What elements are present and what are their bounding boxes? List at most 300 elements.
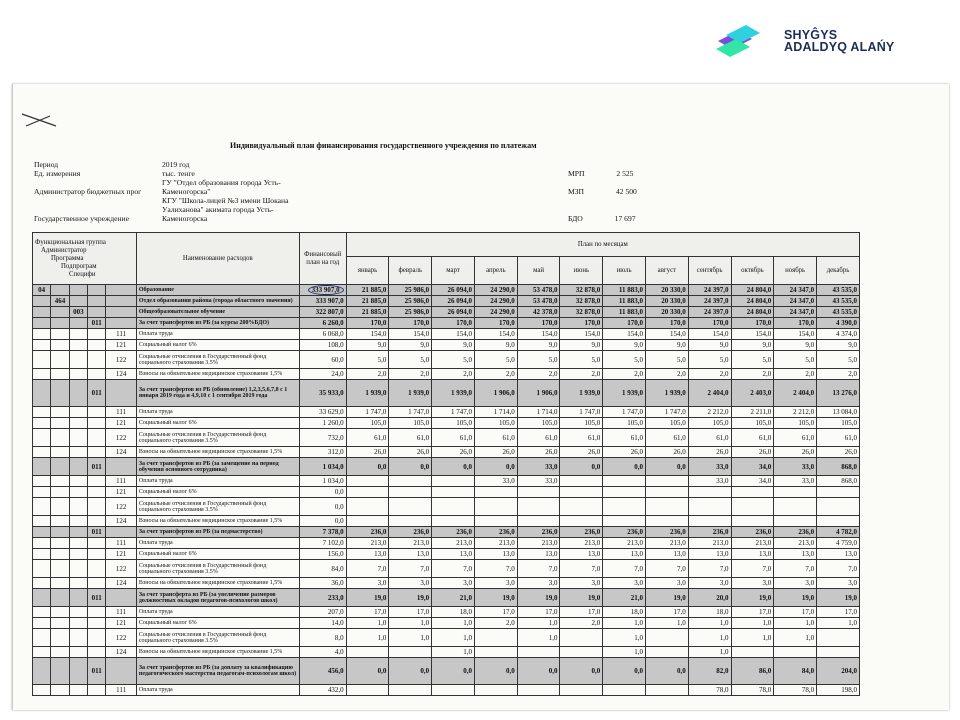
code-admin-cell xyxy=(51,487,69,498)
month-value-cell: 1,0 xyxy=(346,618,389,629)
annual-total-cell: 233,0 xyxy=(299,589,346,607)
month-value-cell: 1,0 xyxy=(389,629,432,647)
month-value-cell xyxy=(560,487,603,498)
table-row xyxy=(33,487,860,498)
month-value-cell: 5,0 xyxy=(474,351,517,369)
month-value-cell: 7,0 xyxy=(817,560,860,578)
month-value-cell: 24 804,0 xyxy=(731,296,774,307)
code-subprogram-cell xyxy=(87,487,105,498)
code-func-group-cell xyxy=(33,340,51,351)
code-program-cell xyxy=(69,447,87,458)
month-value-cell: 9,0 xyxy=(389,340,432,351)
month-value-cell: 19,0 xyxy=(389,589,432,607)
month-value-cell: 34,0 xyxy=(731,476,774,487)
header-expense-name: Наименование расходов xyxy=(136,233,299,285)
expense-name-cell: Социальные отчисления в Государственный фонд социального страхования 3.5% xyxy=(136,560,299,578)
code-program-cell: 003 xyxy=(69,307,87,318)
meta-value: 2019 год xyxy=(162,160,190,169)
month-value-cell xyxy=(688,498,731,516)
month-value-cell: 1,0 xyxy=(646,618,689,629)
month-value-cell: 19,0 xyxy=(731,589,774,607)
month-value-cell: 1 939,0 xyxy=(560,380,603,407)
code-func-group-cell xyxy=(33,498,51,516)
code-func-group-cell xyxy=(33,560,51,578)
annual-total-cell: 6 260,0 xyxy=(299,318,346,329)
month-value-cell: 53 478,0 xyxy=(517,296,560,307)
month-value-cell xyxy=(560,476,603,487)
month-value-cell: 1 747,0 xyxy=(603,407,646,418)
code-subprogram-cell xyxy=(87,685,105,696)
table-row xyxy=(33,296,860,307)
month-value-cell: 170,0 xyxy=(646,318,689,329)
month-value-cell: 24 804,0 xyxy=(731,307,774,318)
code-specific-cell: 122 xyxy=(106,560,137,578)
code-subprogram-cell: 011 xyxy=(87,380,105,407)
brand-logo xyxy=(712,16,920,66)
month-value-cell: 2,0 xyxy=(688,369,731,380)
month-value-cell: 5,0 xyxy=(731,351,774,369)
month-value-cell: 1,0 xyxy=(688,629,731,647)
code-admin-cell xyxy=(51,285,69,296)
expense-name-cell: Оплата труда xyxy=(136,607,299,618)
month-value-cell: 19,0 xyxy=(646,589,689,607)
month-value-cell: 13,0 xyxy=(560,549,603,560)
code-program-cell xyxy=(69,351,87,369)
logo-text xyxy=(784,29,894,53)
month-value-cell: 5,0 xyxy=(517,351,560,369)
month-value-cell: 236,0 xyxy=(474,527,517,538)
month-value-cell xyxy=(646,685,689,696)
code-admin-cell xyxy=(51,429,69,447)
table-row xyxy=(33,351,860,369)
month-value-cell: 13,0 xyxy=(817,549,860,560)
code-program-cell xyxy=(69,589,87,607)
month-value-cell: 13,0 xyxy=(432,549,475,560)
code-func-group-cell xyxy=(33,578,51,589)
annual-total-cell: 6 068,0 xyxy=(299,329,346,340)
header-month: август xyxy=(646,257,689,285)
month-value-cell: 1,0 xyxy=(517,618,560,629)
month-value-cell: 61,0 xyxy=(560,429,603,447)
table-row xyxy=(33,618,860,629)
month-value-cell xyxy=(474,629,517,647)
table-row xyxy=(33,607,860,618)
code-subprogram-cell xyxy=(87,307,105,318)
month-value-cell: 33,0 xyxy=(774,476,817,487)
month-value-cell: 213,0 xyxy=(389,538,432,549)
table-row xyxy=(33,447,860,458)
month-value-cell: 9,0 xyxy=(603,340,646,351)
month-value-cell: 17,0 xyxy=(646,607,689,618)
meta-value: Каменогорска" xyxy=(162,187,211,196)
month-value-cell: 7,0 xyxy=(346,560,389,578)
code-program-cell xyxy=(69,629,87,647)
expense-name-cell: Взносы на обязательное медицинское страхование 1,5% xyxy=(136,516,299,527)
month-value-cell: 20 330,0 xyxy=(646,307,689,318)
month-value-cell: 3,0 xyxy=(346,578,389,589)
meta-right-value: 42 500 xyxy=(615,187,637,196)
expense-name-cell: Взносы на обязательное медицинское страхование 1,5% xyxy=(136,369,299,380)
expense-name-cell: За счет трансфертов из РБ (обновление) 1,2,3,5,6,7,8 с 1 января 2019 года и 4,9,10 с 1 сентября 2019 года xyxy=(136,380,299,407)
month-value-cell xyxy=(646,498,689,516)
meta-right-label: МРП xyxy=(568,169,585,178)
code-program-cell xyxy=(69,607,87,618)
code-admin-cell xyxy=(51,307,69,318)
month-value-cell: 25 986,0 xyxy=(389,307,432,318)
code-program-cell xyxy=(69,380,87,407)
annual-total-cell: 312,0 xyxy=(299,447,346,458)
month-value-cell: 20,0 xyxy=(688,589,731,607)
code-func-group-cell xyxy=(33,407,51,418)
month-value-cell: 198,0 xyxy=(817,685,860,696)
expense-name-cell: Оплата труда xyxy=(136,476,299,487)
month-value-cell xyxy=(432,685,475,696)
code-admin-cell xyxy=(51,369,69,380)
month-value-cell: 2,0 xyxy=(560,369,603,380)
month-value-cell: 24 290,0 xyxy=(474,307,517,318)
month-value-cell: 1 747,0 xyxy=(389,407,432,418)
annual-total-cell: 333 907,0 xyxy=(299,296,346,307)
month-value-cell: 61,0 xyxy=(346,429,389,447)
table-header-row xyxy=(33,233,860,257)
month-value-cell: 4 374,0 xyxy=(817,329,860,340)
month-value-cell: 0,0 xyxy=(432,458,475,476)
month-value-cell xyxy=(646,516,689,527)
month-value-cell: 17,0 xyxy=(346,607,389,618)
month-value-cell: 105,0 xyxy=(517,418,560,429)
code-program-cell xyxy=(69,658,87,685)
month-value-cell: 204,0 xyxy=(817,658,860,685)
month-value-cell: 9,0 xyxy=(731,340,774,351)
annual-total-cell: 60,0 xyxy=(299,351,346,369)
month-value-cell: 1,0 xyxy=(389,618,432,629)
month-value-cell: 154,0 xyxy=(646,329,689,340)
month-value-cell: 5,0 xyxy=(346,351,389,369)
expense-name-cell: Взносы на обязательное медицинское страхование 1,5% xyxy=(136,578,299,589)
month-value-cell xyxy=(817,498,860,516)
month-value-cell: 105,0 xyxy=(817,418,860,429)
code-admin-cell xyxy=(51,418,69,429)
code-specific-cell: 111 xyxy=(106,607,137,618)
header-subprogram: Подпрограм xyxy=(61,262,97,270)
month-value-cell: 43 535,0 xyxy=(817,296,860,307)
month-value-cell: 154,0 xyxy=(432,329,475,340)
month-value-cell: 170,0 xyxy=(517,318,560,329)
meta-left-labels xyxy=(34,160,141,223)
code-program-cell xyxy=(69,476,87,487)
month-value-cell: 154,0 xyxy=(517,329,560,340)
month-value-cell: 2,0 xyxy=(474,369,517,380)
month-value-cell: 26,0 xyxy=(560,447,603,458)
code-specific-cell: 121 xyxy=(106,340,137,351)
month-value-cell: 1 747,0 xyxy=(346,407,389,418)
month-value-cell: 61,0 xyxy=(474,429,517,447)
annual-total-cell xyxy=(299,285,346,296)
expense-name-cell: Взносы на обязательное медицинское страхование 1,5% xyxy=(136,647,299,658)
month-value-cell: 1 747,0 xyxy=(560,407,603,418)
code-func-group-cell xyxy=(33,527,51,538)
meta-mzp xyxy=(568,187,637,196)
month-value-cell: 154,0 xyxy=(731,329,774,340)
month-value-cell: 3,0 xyxy=(560,578,603,589)
month-value-cell: 19,0 xyxy=(474,589,517,607)
code-specific-cell xyxy=(106,285,137,296)
month-value-cell: 1,0 xyxy=(517,629,560,647)
month-value-cell: 3,0 xyxy=(517,578,560,589)
month-value-cell: 17,0 xyxy=(731,607,774,618)
month-value-cell: 3,0 xyxy=(603,578,646,589)
code-specific-cell: 121 xyxy=(106,418,137,429)
month-value-cell: 170,0 xyxy=(432,318,475,329)
code-admin-cell: 464 xyxy=(51,296,69,307)
annual-total-cell: 0,0 xyxy=(299,516,346,527)
month-value-cell: 13 084,0 xyxy=(817,407,860,418)
code-admin-cell xyxy=(51,560,69,578)
code-specific-cell xyxy=(106,318,137,329)
code-subprogram-cell xyxy=(87,560,105,578)
month-value-cell: 17,0 xyxy=(774,607,817,618)
meta-value: Уалиханова" акимата города Усть- xyxy=(162,205,274,214)
month-value-cell: 61,0 xyxy=(646,429,689,447)
month-value-cell: 26,0 xyxy=(646,447,689,458)
month-value-cell: 9,0 xyxy=(817,340,860,351)
month-value-cell: 170,0 xyxy=(603,318,646,329)
month-value-cell: 24 397,0 xyxy=(688,296,731,307)
month-value-cell: 9,0 xyxy=(346,340,389,351)
meta-label: Государственное учреждение xyxy=(34,214,129,223)
month-value-cell: 5,0 xyxy=(560,351,603,369)
month-value-cell: 2 212,0 xyxy=(774,407,817,418)
month-value-cell: 1,0 xyxy=(688,618,731,629)
month-value-cell: 33,0 xyxy=(517,476,560,487)
code-subprogram-cell xyxy=(87,447,105,458)
month-value-cell: 21,0 xyxy=(603,589,646,607)
month-value-cell xyxy=(389,516,432,527)
code-subprogram-cell xyxy=(87,296,105,307)
month-value-cell: 24 347,0 xyxy=(774,307,817,318)
month-value-cell xyxy=(603,498,646,516)
code-program-cell xyxy=(69,487,87,498)
month-value-cell: 1 906,0 xyxy=(517,380,560,407)
month-value-cell: 5,0 xyxy=(603,351,646,369)
annual-total-cell: 207,0 xyxy=(299,607,346,618)
month-value-cell: 42 378,0 xyxy=(517,307,560,318)
month-value-cell: 13,0 xyxy=(688,549,731,560)
month-value-cell: 1 747,0 xyxy=(432,407,475,418)
month-value-cell: 213,0 xyxy=(688,538,731,549)
expense-name-cell: Отдел образования района (города областного значения) xyxy=(136,296,299,307)
month-value-cell xyxy=(389,647,432,658)
month-value-cell: 33,0 xyxy=(474,476,517,487)
month-value-cell xyxy=(474,498,517,516)
month-value-cell xyxy=(389,476,432,487)
month-value-cell: 61,0 xyxy=(817,429,860,447)
month-value-cell: 9,0 xyxy=(474,340,517,351)
month-value-cell xyxy=(774,516,817,527)
annual-total-cell: 36,0 xyxy=(299,578,346,589)
month-value-cell: 7,0 xyxy=(474,560,517,578)
code-subprogram-cell xyxy=(87,549,105,560)
month-value-cell: 32 878,0 xyxy=(560,307,603,318)
table-row xyxy=(33,407,860,418)
month-value-cell xyxy=(603,685,646,696)
month-value-cell: 26,0 xyxy=(474,447,517,458)
code-admin-cell xyxy=(51,538,69,549)
month-value-cell xyxy=(560,629,603,647)
expense-name-cell: Социальные отчисления в Государственный фонд социального страхования 3.5% xyxy=(136,629,299,647)
meta-bdo xyxy=(568,214,636,223)
month-value-cell: 236,0 xyxy=(389,527,432,538)
month-value-cell: 2 211,0 xyxy=(731,407,774,418)
month-value-cell: 11 883,0 xyxy=(603,285,646,296)
month-value-cell xyxy=(603,487,646,498)
table-row xyxy=(33,629,860,647)
month-value-cell: 236,0 xyxy=(432,527,475,538)
code-program-cell xyxy=(69,618,87,629)
annual-total-cell: 156,0 xyxy=(299,549,346,560)
code-admin-cell xyxy=(51,607,69,618)
header-month: июль xyxy=(603,257,646,285)
code-admin-cell xyxy=(51,578,69,589)
code-specific-cell: 111 xyxy=(106,685,137,696)
month-value-cell: 13,0 xyxy=(731,549,774,560)
month-value-cell: 34,0 xyxy=(731,458,774,476)
annual-total-cell: 84,0 xyxy=(299,560,346,578)
code-specific-cell: 124 xyxy=(106,578,137,589)
month-value-cell: 1,0 xyxy=(688,647,731,658)
annual-total-cell: 732,0 xyxy=(299,429,346,447)
month-value-cell: 18,0 xyxy=(432,607,475,618)
month-value-cell xyxy=(688,516,731,527)
month-value-cell xyxy=(517,498,560,516)
month-value-cell xyxy=(346,476,389,487)
code-admin-cell xyxy=(51,407,69,418)
month-value-cell: 26 094,0 xyxy=(432,307,475,318)
month-value-cell: 2,0 xyxy=(560,618,603,629)
code-func-group-cell xyxy=(33,618,51,629)
month-value-cell xyxy=(517,516,560,527)
code-program-cell xyxy=(69,647,87,658)
header-month: ноябрь xyxy=(774,257,817,285)
table-row xyxy=(33,549,860,560)
month-value-cell: 1,0 xyxy=(774,629,817,647)
month-value-cell: 24 397,0 xyxy=(688,307,731,318)
month-value-cell: 1 906,0 xyxy=(474,380,517,407)
month-value-cell: 1,0 xyxy=(603,629,646,647)
code-admin-cell xyxy=(51,618,69,629)
expense-name-cell: Образование xyxy=(136,285,299,296)
annual-total-cell: 7 378,0 xyxy=(299,527,346,538)
month-value-cell: 213,0 xyxy=(517,538,560,549)
month-value-cell: 26,0 xyxy=(774,447,817,458)
expense-name-cell: За счет трансфертов из РБ (за педмастерство) xyxy=(136,527,299,538)
month-value-cell xyxy=(731,516,774,527)
code-func-group-cell xyxy=(33,538,51,549)
code-specific-cell: 122 xyxy=(106,629,137,647)
table-row xyxy=(33,578,860,589)
month-value-cell: 26,0 xyxy=(603,447,646,458)
month-value-cell: 236,0 xyxy=(560,527,603,538)
month-value-cell xyxy=(817,629,860,647)
month-value-cell: 26,0 xyxy=(688,447,731,458)
meta-value: КГУ "Школа-лицей №3 имени Шокана xyxy=(162,196,289,205)
code-subprogram-cell xyxy=(87,429,105,447)
month-value-cell: 2 404,0 xyxy=(688,380,731,407)
code-subprogram-cell: 011 xyxy=(87,527,105,538)
table-row xyxy=(33,476,860,487)
code-func-group-cell xyxy=(33,607,51,618)
table-row xyxy=(33,538,860,549)
code-program-cell xyxy=(69,407,87,418)
code-specific-cell xyxy=(106,658,137,685)
month-value-cell xyxy=(389,498,432,516)
month-value-cell: 3,0 xyxy=(474,578,517,589)
month-value-cell: 9,0 xyxy=(517,340,560,351)
month-value-cell: 24 397,0 xyxy=(688,285,731,296)
month-value-cell xyxy=(774,647,817,658)
month-value-cell: 154,0 xyxy=(774,329,817,340)
month-value-cell: 213,0 xyxy=(346,538,389,549)
month-value-cell: 9,0 xyxy=(432,340,475,351)
month-value-cell: 9,0 xyxy=(774,340,817,351)
code-admin-cell xyxy=(51,380,69,407)
month-value-cell: 43 535,0 xyxy=(817,307,860,318)
month-value-cell xyxy=(346,685,389,696)
month-value-cell xyxy=(474,647,517,658)
table-row xyxy=(33,340,860,351)
month-value-cell: 154,0 xyxy=(474,329,517,340)
code-func-group-cell xyxy=(33,647,51,658)
code-func-group-cell xyxy=(33,549,51,560)
month-value-cell xyxy=(432,516,475,527)
month-value-cell: 213,0 xyxy=(731,538,774,549)
code-specific-cell: 121 xyxy=(106,549,137,560)
month-value-cell: 78,0 xyxy=(774,685,817,696)
table-row xyxy=(33,516,860,527)
header-month: май xyxy=(517,257,560,285)
code-program-cell xyxy=(69,549,87,560)
month-value-cell: 84,0 xyxy=(774,658,817,685)
header-month: декабрь xyxy=(817,257,860,285)
code-admin-cell xyxy=(51,447,69,458)
month-value-cell: 170,0 xyxy=(389,318,432,329)
month-value-cell xyxy=(517,647,560,658)
month-value-cell: 1 747,0 xyxy=(646,407,689,418)
month-value-cell: 868,0 xyxy=(817,476,860,487)
code-subprogram-cell xyxy=(87,369,105,380)
month-value-cell: 25 986,0 xyxy=(389,296,432,307)
month-value-cell: 105,0 xyxy=(560,418,603,429)
month-value-cell: 7,0 xyxy=(517,560,560,578)
code-program-cell xyxy=(69,538,87,549)
month-value-cell: 3,0 xyxy=(731,578,774,589)
annual-total-cell: 108,0 xyxy=(299,340,346,351)
code-program-cell xyxy=(69,340,87,351)
month-value-cell: 24 804,0 xyxy=(731,285,774,296)
month-value-cell: 2,0 xyxy=(731,369,774,380)
header-month: февраль xyxy=(389,257,432,285)
month-value-cell: 170,0 xyxy=(731,318,774,329)
month-value-cell: 33,0 xyxy=(517,458,560,476)
code-specific-cell xyxy=(106,458,137,476)
code-admin-cell xyxy=(51,629,69,647)
code-subprogram-cell xyxy=(87,516,105,527)
meta-right-label: МЗП xyxy=(568,187,585,196)
expense-name-cell: Социальный налог 6% xyxy=(136,549,299,560)
month-value-cell: 18,0 xyxy=(603,607,646,618)
month-value-cell: 21,0 xyxy=(432,589,475,607)
month-value-cell: 105,0 xyxy=(389,418,432,429)
